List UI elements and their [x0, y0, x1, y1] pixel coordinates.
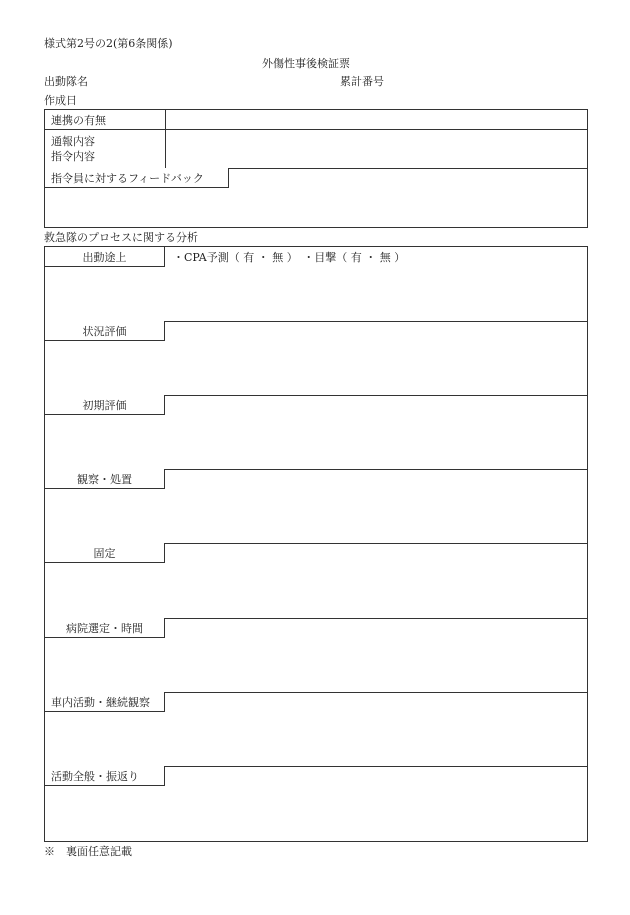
row-divider: [45, 129, 587, 130]
analysis-section-title: 救急隊のプロセスに関する分析: [44, 231, 198, 244]
row-label-in-vehicle-activity: 車内活動・継続観察: [45, 692, 165, 712]
row-label-overall-review: 活動全般・振返り: [45, 766, 165, 786]
row-label-initial-assessment: 初期評価: [45, 395, 165, 415]
column-divider: [165, 110, 166, 168]
form-number: 様式第2号の2(第6条関係): [44, 37, 173, 50]
row-label-fixation: 固定: [45, 543, 165, 563]
page-title: 外傷性事後検証票: [262, 57, 350, 70]
footer-note: ※ 裏面任意記載: [44, 845, 132, 858]
analysis-table: [44, 246, 588, 842]
serial-number-label: 累計番号: [340, 75, 384, 88]
row-label-observation-treatment: 観察・処置: [45, 469, 165, 489]
team-name-label: 出動隊名: [44, 75, 88, 88]
report-content-label: 通報内容: [51, 135, 95, 148]
top-table: [44, 109, 588, 228]
created-date-label: 作成日: [44, 94, 77, 107]
cooperation-label: 連携の有無: [51, 114, 106, 127]
feedback-label: 指令員に対するフィードバック: [45, 168, 229, 188]
row-label-situation-assessment: 状況評価: [45, 321, 165, 341]
row-label-dispatch: 出動途上: [45, 247, 165, 267]
command-content-label: 指令内容: [51, 150, 95, 163]
row-label-hospital-selection: 病院選定・時間: [45, 618, 165, 638]
dispatch-note: ・CPA予測（ 有 ・ 無 ） ・目撃（ 有 ・ 無 ）: [173, 251, 406, 264]
